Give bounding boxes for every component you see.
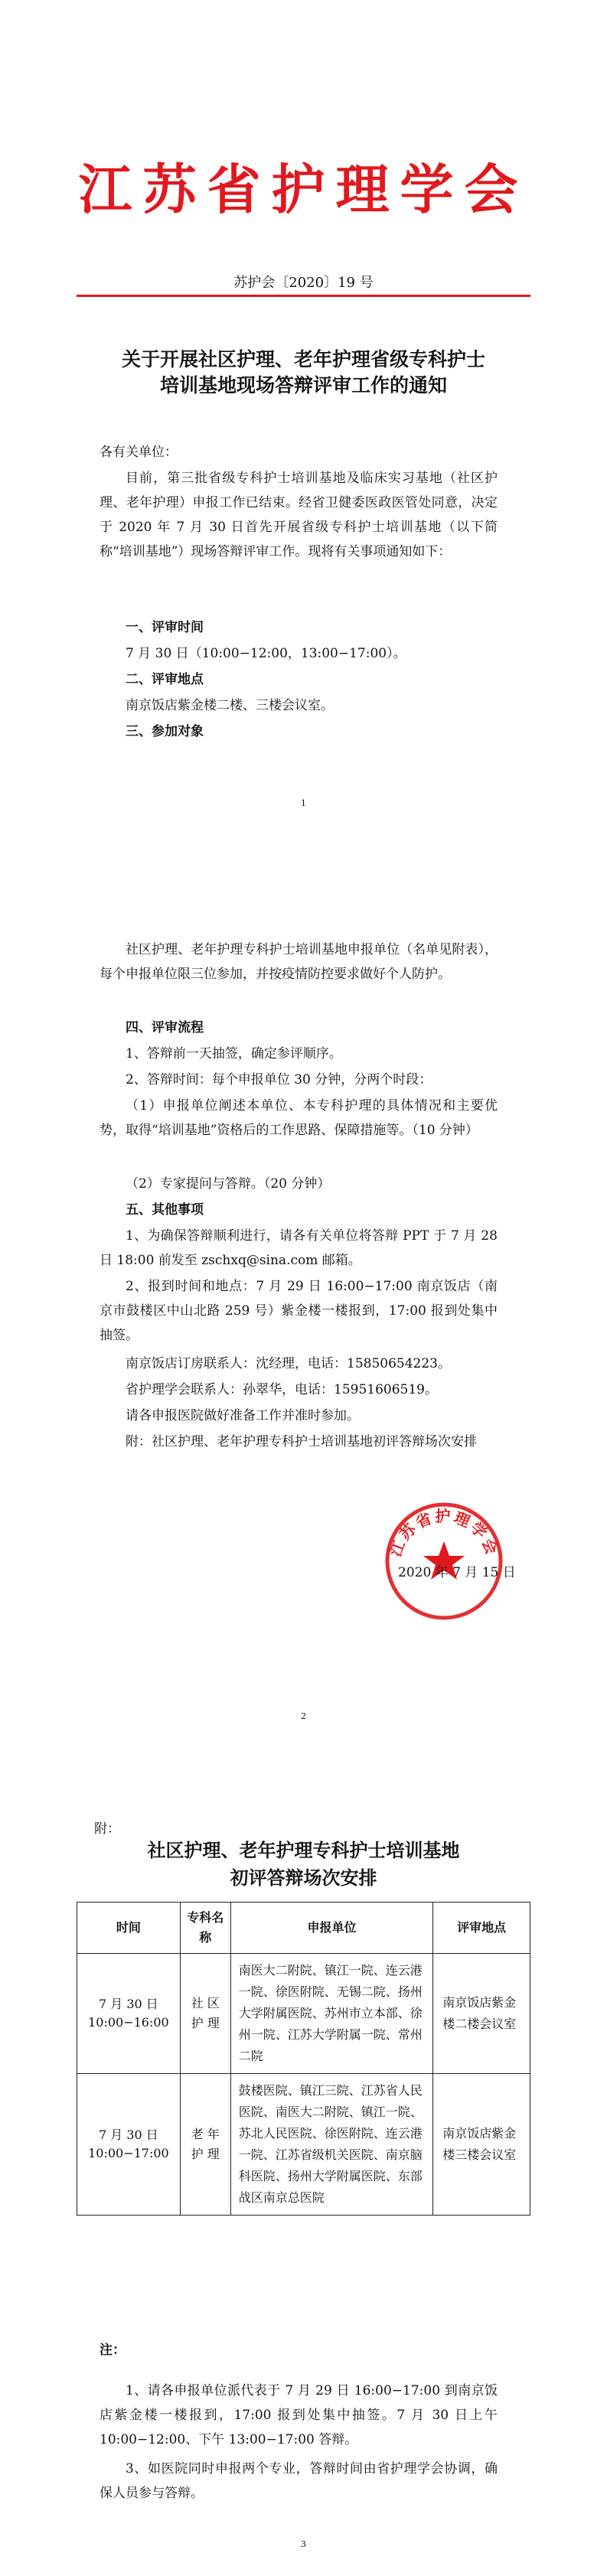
flow-item-1: 1、答辩前一天抽签，确定参评顺序。 bbox=[126, 1046, 342, 1061]
note-2: 3、如医院同时申报两个专业，答辩时间由省护理学会协调，确保人员参与答辩。 bbox=[100, 2461, 498, 2501]
attachment-note: 附：社区护理、老年护理专科护士培训基地初评答辩场次安排 bbox=[126, 1434, 477, 1449]
schedule-table bbox=[77, 1902, 530, 2216]
table-row bbox=[77, 1954, 530, 2074]
note-1: 1、请各申报单位派代表于 7 月 29 日 16:00−17:00 到南京饭店紫金楼一楼报到，17:00 报到处集中抽签。7 月 30 日上午 10:00−12:00、下午 13:00−17:00 答辩。 bbox=[100, 2383, 498, 2447]
page-number: 2 bbox=[301, 1711, 306, 1721]
hotel-contact: 南京饭店订房联系人：沈经理，电话：15850654223。 bbox=[126, 1356, 451, 1371]
attachment-label: 附： bbox=[94, 1821, 120, 1837]
page-number: 1 bbox=[301, 798, 306, 808]
section-4-heading: 四、评审流程 bbox=[126, 1020, 204, 1035]
section-5-heading: 五、其他事项 bbox=[126, 1202, 204, 1218]
association-contact: 省护理学会联系人：孙翠华，电话：15951606519。 bbox=[126, 1382, 438, 1397]
section-3-heading: 三、参加对象 bbox=[126, 724, 204, 739]
intro-paragraph: 目前，第三批省级专科护士培训基地及临床实习基地（社区护理、老年护理）申报工作已结束。经省卫健委医政医管处同意，决定于 2020 年 7 月 30 日首先开展省级专科护士培训基地（以下简称“培训基地”）现场答辩评审工作。现将有关事项通知如下： bbox=[100, 471, 498, 559]
section-1-heading: 一、评审时间 bbox=[126, 620, 204, 635]
section-2-heading: 二、评审地点 bbox=[126, 672, 204, 687]
note-label: 注： bbox=[100, 2343, 126, 2358]
header-specialty: 专科名称 bbox=[180, 1903, 230, 1954]
page-number: 3 bbox=[301, 2539, 306, 2549]
section-2-text: 南京饭店紫金楼二楼、三楼会议室。 bbox=[126, 698, 334, 713]
schedule-title-line-2: 初评答辩场次安排 bbox=[230, 1867, 377, 1889]
salutation: 各有关单位： bbox=[100, 445, 178, 460]
title-line-2: 培训基地现场答辩评审工作的通知 bbox=[159, 374, 447, 396]
row-time: 7 月 30 日 10:00−17:00 bbox=[77, 2074, 181, 2216]
notice-title bbox=[0, 347, 607, 399]
request-text: 请各申报医院做好准备工作并准时参加。 bbox=[126, 1408, 360, 1423]
flow-subitem-2: （2）专家提问与答辩。（20 分钟） bbox=[126, 1176, 331, 1192]
row-location: 南京饭店紫金楼二楼会议室 bbox=[433, 1954, 530, 2074]
header-units: 申报单位 bbox=[230, 1903, 433, 1954]
flow-item-2: 2、答辩时间：每个申报单位 30 分钟，分两个时段： bbox=[126, 1072, 432, 1087]
schedule-title-line-1: 社区护理、老年护理专科护士培训基地 bbox=[147, 1840, 460, 1861]
header-time: 时间 bbox=[77, 1903, 181, 1954]
other-item-2: 2、报到时间和地点：7 月 29 日 16:00−17:00 南京饭店（南京市鼓楼区中山北路 259 号）紫金楼一楼报到，17:00 报到处集中抽签。 bbox=[100, 1279, 498, 1343]
row-units: 鼓楼医院、镇江三院、江苏省人民医院、南医大二附院、镇江一院、苏北人民医院、徐医附院、连云港一院、江苏省级机关医院、南京脑科医院、扬州大学附属医院、东部战区南京总医院 bbox=[230, 2074, 433, 2216]
section-3-text: 社区护理、老年护理专科护士培训基地申报单位（名单见附表），每个申报单位限三位参加，并按疫情防控要求做好个人防护。 bbox=[100, 942, 498, 982]
svg-text:江苏省护理学会: 江苏省护理学会 bbox=[386, 1507, 502, 1560]
schedule-title bbox=[0, 1837, 607, 1892]
row-units: 南医大二附院、镇江一院、连云港一院、徐医附院、无锡二院、扬州大学附属医院、苏州市立本部、徐州一院、江苏大学附属一院、常州二院 bbox=[230, 1954, 433, 2074]
row-location: 南京饭店紫金楼三楼会议室 bbox=[433, 2074, 530, 2216]
sign-date: 2020 年 7 月 15 日 bbox=[398, 1565, 516, 1580]
section-1-text: 7 月 30 日（10:00−12:00，13:00−17:00）。 bbox=[126, 646, 406, 661]
row-specialty: 社 区 护 理 bbox=[180, 1954, 230, 2074]
doc-number: 苏护会〔2020〕19 号 bbox=[233, 275, 374, 291]
table-header-row bbox=[77, 1903, 530, 1954]
table-row bbox=[77, 2074, 530, 2216]
header-location: 评审地点 bbox=[433, 1903, 530, 1954]
flow-subitem-1: （1）申报单位阐述本单位、本专科护理的具体情况和主要优势，取得“培训基地”资格后的工作思路、保障措施等。（10 分钟） bbox=[100, 1098, 498, 1138]
title-line-1: 关于开展社区护理、老年护理省级专科护士 bbox=[121, 348, 485, 370]
other-item-1: 1、为确保答辩顺利进行，请各有关单位将答辩 PPT 于 7 月 28 日 18:00 前发至 zschxq@sina.com 邮箱。 bbox=[100, 1228, 498, 1268]
row-time: 7 月 30 日 10:00−16:00 bbox=[77, 1954, 181, 2074]
red-divider bbox=[77, 295, 530, 297]
org-title: 江苏省护理学会 bbox=[78, 158, 529, 221]
row-specialty: 老 年 护 理 bbox=[180, 2074, 230, 2216]
